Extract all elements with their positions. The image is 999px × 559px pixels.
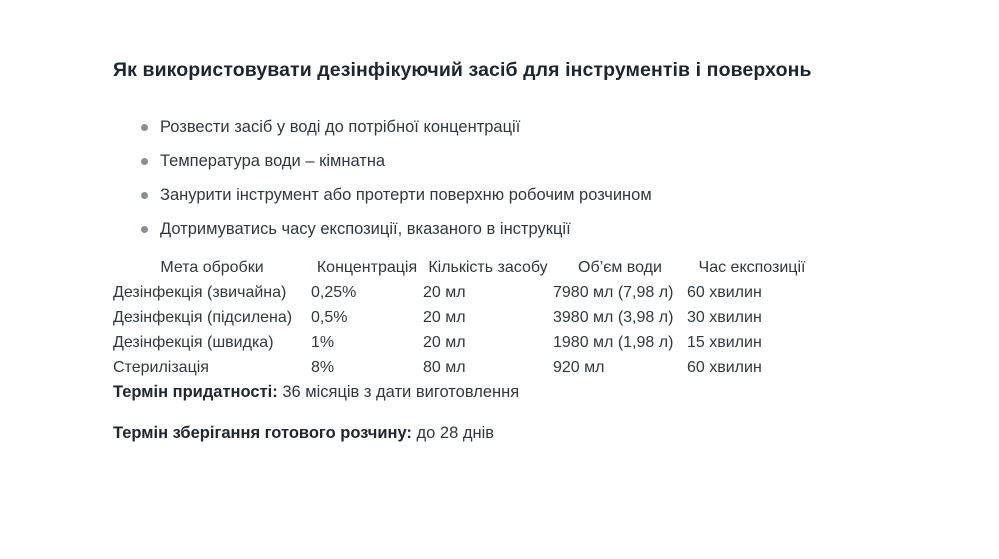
cell-concentration: 0,25% (311, 284, 357, 301)
cell-exposure-time: 60 хвилин (687, 359, 762, 376)
cell-amount: 80 мл (423, 359, 466, 376)
instructions-list (113, 119, 873, 238)
cell-water-volume: 3980 мл (3,98 л) (553, 309, 674, 326)
list-item-text: Температура води – кімнатна (160, 152, 386, 170)
cell-amount: 20 мл (423, 309, 466, 326)
cell-purpose: Дезінфекція (звичайна) (113, 284, 287, 301)
cell-water-volume: 1980 мл (1,98 л) (553, 334, 674, 351)
cell-concentration: 0,5% (311, 309, 348, 326)
cell-exposure-time: 60 хвилин (687, 284, 762, 301)
bullet-icon (141, 158, 148, 165)
list-item-text: Розвести засіб у воді до потрібної концентрації (160, 118, 521, 136)
table-row (113, 355, 817, 380)
list-item (141, 187, 873, 204)
cell-exposure-time: 30 хвилин (687, 309, 762, 326)
column-header-amount: Кількість засобу (428, 259, 548, 276)
list-item (141, 153, 873, 170)
instructions-section (113, 58, 873, 442)
list-item-text: Занурити інструмент або протерти поверхню робочим розчином (160, 186, 652, 204)
list-item (141, 119, 873, 136)
cell-concentration: 1% (311, 334, 335, 351)
shelf-life-note (113, 384, 873, 401)
page-title: Як використовувати дезінфікуючий засіб для інструментів і поверхонь (113, 59, 812, 81)
solution-storage-note (113, 425, 873, 442)
bullet-icon (141, 226, 148, 233)
shelf-life-label: Термін придатності: (113, 383, 278, 401)
cell-amount: 20 мл (423, 334, 466, 351)
column-header-purpose: Мета обробки (160, 259, 264, 276)
dosage-table (113, 255, 817, 380)
cell-water-volume: 7980 мл (7,98 л) (553, 284, 674, 301)
bullet-icon (141, 124, 148, 131)
table-row (113, 305, 817, 330)
cell-purpose: Дезінфекція (підсилена) (113, 309, 293, 326)
cell-purpose: Дезінфекція (швидка) (113, 334, 274, 351)
shelf-life-value: 36 місяців з дати виготовлення (282, 383, 520, 401)
column-header-concentration: Концентрація (316, 259, 418, 276)
column-header-exposure-time: Час експозиції (698, 259, 806, 276)
list-item (141, 221, 873, 238)
cell-purpose: Стерилізація (113, 359, 209, 376)
table-header-row (113, 255, 817, 280)
bullet-icon (141, 192, 148, 199)
cell-water-volume: 920 мл (553, 359, 605, 376)
solution-storage-label: Термін зберігання готового розчину: (113, 424, 412, 442)
cell-amount: 20 мл (423, 284, 466, 301)
table-row (113, 280, 817, 305)
list-item-text: Дотримуватись часу експозиції, вказаного в інструкції (160, 220, 571, 238)
column-header-water-volume: Об’єм води (578, 259, 662, 276)
solution-storage-value: до 28 днів (416, 424, 494, 442)
table-row (113, 330, 817, 355)
cell-concentration: 8% (311, 359, 335, 376)
cell-exposure-time: 15 хвилин (687, 334, 762, 351)
